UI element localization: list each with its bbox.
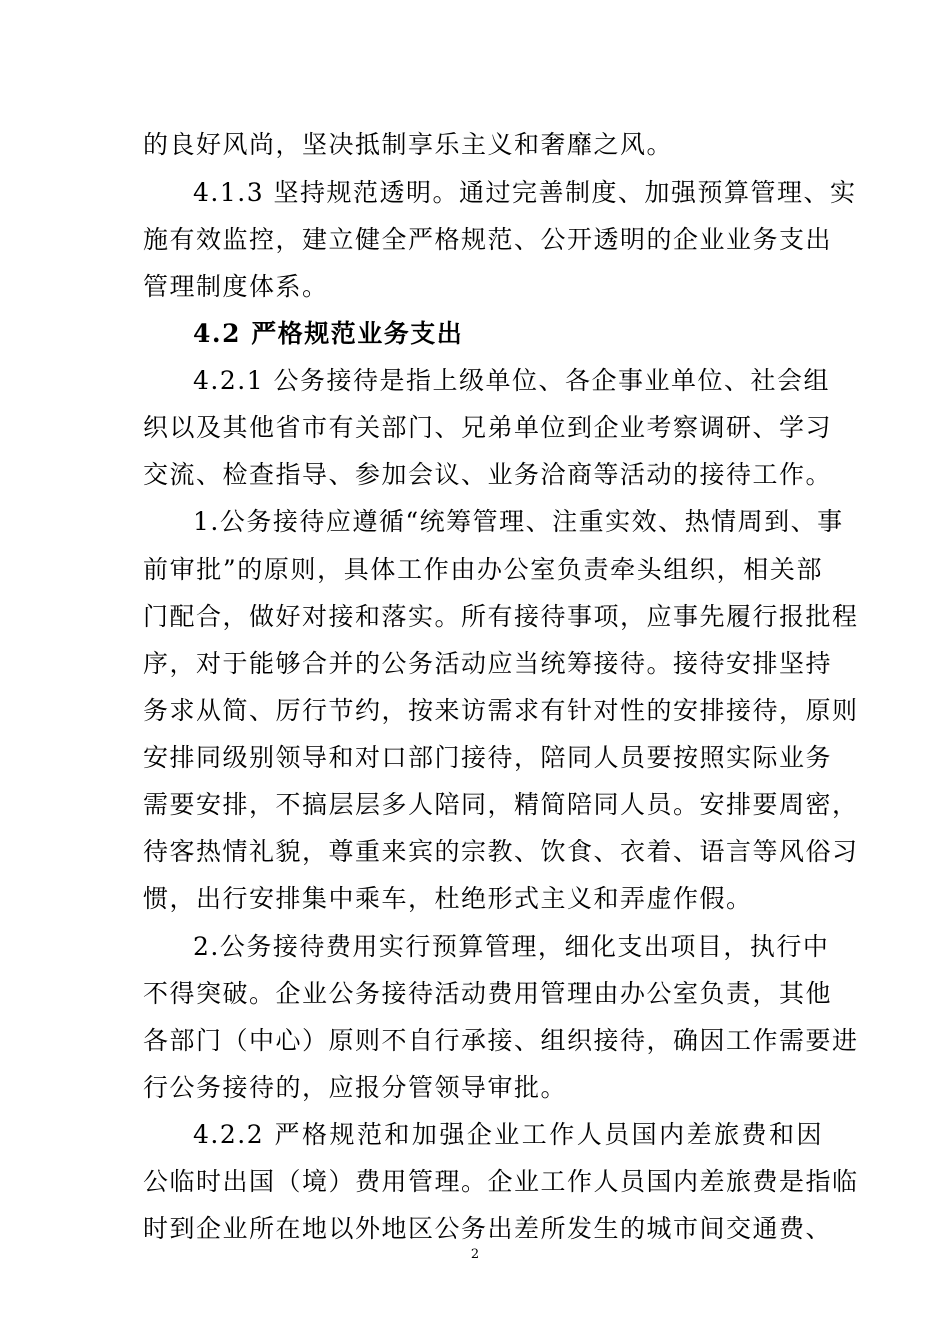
text-line: 惯，出行安排集中乘车，杜绝形式主义和弄虚作假。 [143,884,753,913]
text-line: 待客热情礼貌，尊重来宾的宗教、饮食、衣着、语言等风俗习 [143,837,859,866]
text-line: 序，对于能够合并的公务活动应当统筹接待。接待安排坚持 [143,649,833,678]
section-heading: 4.2 严格规范业务支出 [193,319,464,348]
text-line: 公临时出国（境）费用管理。企业工作人员国内差旅费是指临 [143,1167,859,1196]
text-line: 时到企业所在地以外地区公务出差所发生的城市间交通费、 [143,1214,833,1243]
text-line: 管理制度体系。 [143,272,329,301]
text-line: 4.2.1 公务接待是指上级单位、各企事业单位、社会组 [193,366,831,395]
text-line: 前审批”的原则，具体工作由办公室负责牵头组织，相关部 [143,555,823,584]
text-line: 1.公务接待应遵循“统筹管理、注重实效、热情周到、事 [193,507,844,536]
text-line: 4.2.2 严格规范和加强企业工作人员国内差旅费和因 [193,1120,823,1149]
text-line: 织以及其他省市有关部门、兄弟单位到企业考察调研、学习 [143,413,833,442]
page-number: 2 [470,1247,480,1262]
text-line: 的良好风尚，坚决抵制享乐主义和奢靡之风。 [143,130,674,159]
text-line: 务求从简、厉行节约，按来访需求有针对性的安排接待，原则 [143,696,859,725]
text-line: 需要安排，不搞层层多人陪同，精简陪同人员。安排要周密， [143,790,859,819]
text-line: 2.公务接待费用实行预算管理，细化支出项目，执行中 [193,932,830,961]
text-line: 各部门（中心）原则不自行承接、组织接待，确因工作需要进 [143,1026,859,1055]
text-line: 门配合，做好对接和落实。所有接待事项，应事先履行报批程 [143,602,859,631]
text-line: 不得突破。企业公务接待活动费用管理由办公室负责，其他 [143,979,833,1008]
text-line: 安排同级别领导和对口部门接待，陪同人员要按照实际业务 [143,743,833,772]
text-line: 施有效监控，建立健全严格规范、公开透明的企业业务支出 [143,225,833,254]
text-line: 4.1.3 坚持规范透明。通过完善制度、加强预算管理、实 [193,178,857,207]
text-line: 行公务接待的，应报分管领导审批。 [143,1073,568,1102]
text-line: 交流、检查指导、参加会议、业务洽商等活动的接待工作。 [143,460,833,489]
